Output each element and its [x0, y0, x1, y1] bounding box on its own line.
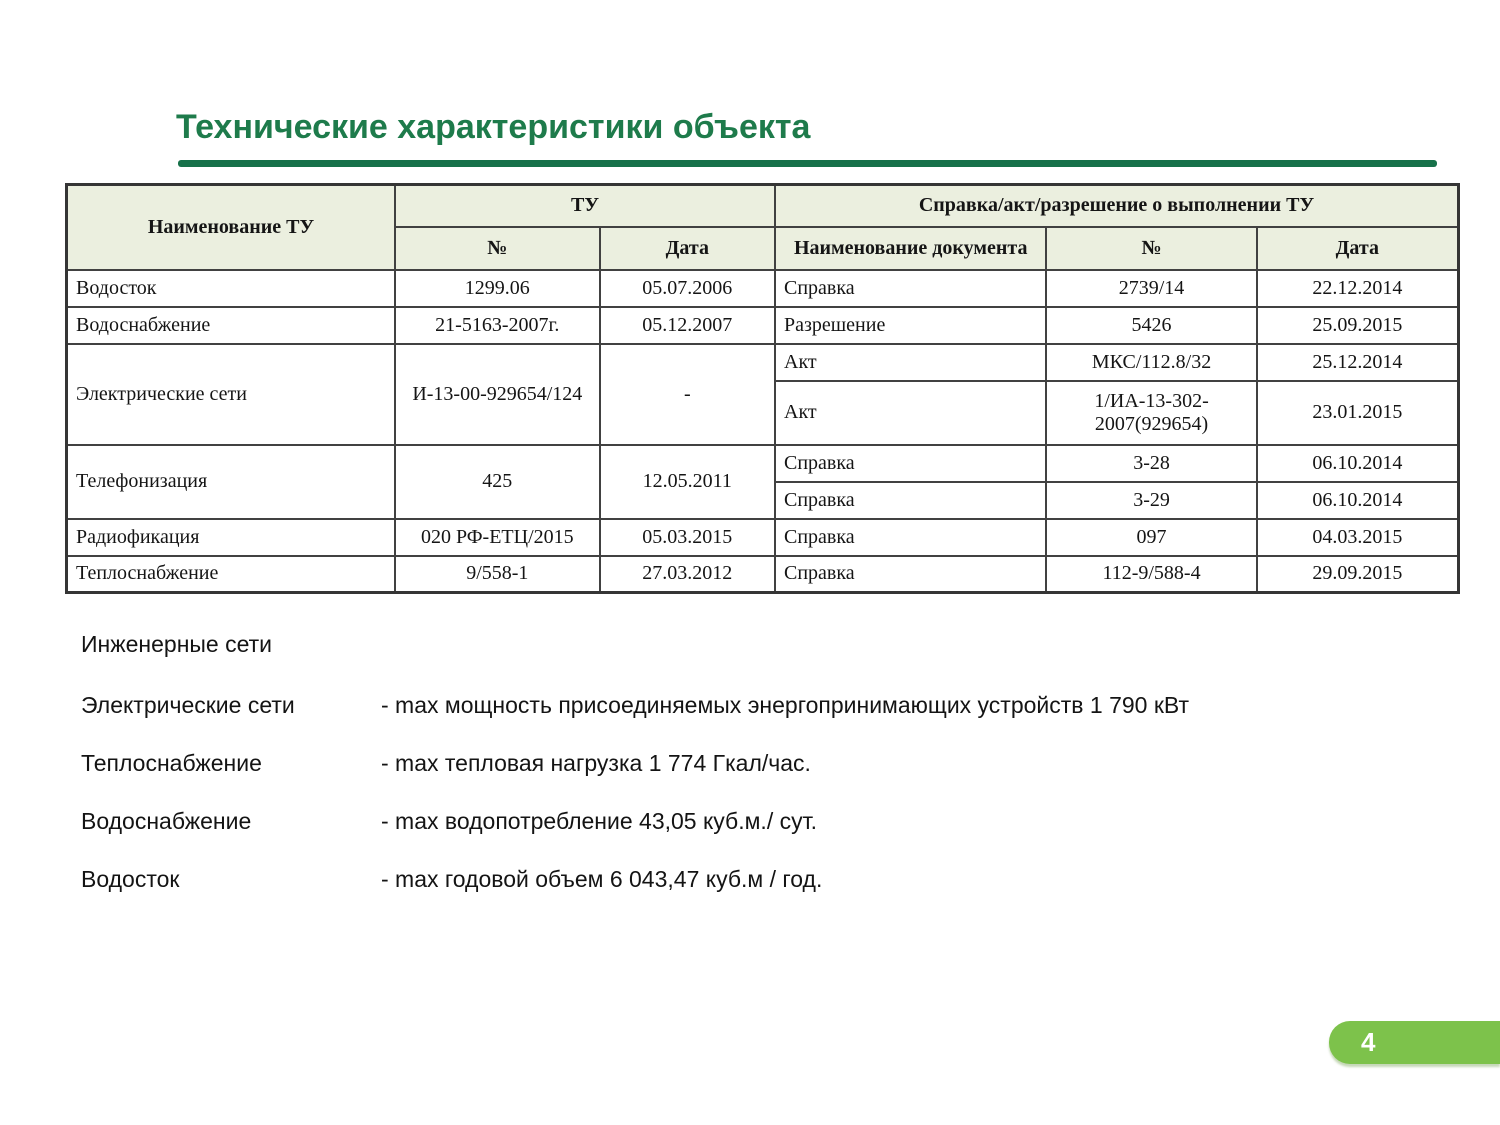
note-label: Водосток: [81, 866, 180, 892]
note-label: Электрические сети: [81, 692, 295, 718]
cell-tu-date: -: [600, 344, 775, 445]
cell-tu-name: Теплоснабжение: [67, 556, 396, 593]
cell-tu-number: 21-5163-2007г.: [395, 307, 600, 344]
cell-doc-name: Справка: [775, 445, 1046, 482]
cell-doc-name: Акт: [775, 381, 1046, 445]
title-underline: [178, 160, 1437, 167]
cell-doc-name: Справка: [775, 519, 1046, 556]
page-number: 4: [1361, 1027, 1376, 1057]
header-name-tu: Наименование ТУ: [67, 185, 396, 270]
note-description: - max водопотребление 43,05 куб.м./ сут.: [381, 808, 817, 834]
table-row: [67, 344, 1459, 381]
table-row: [67, 270, 1459, 307]
cell-tu-number: 425: [395, 445, 600, 519]
cell-tu-name: Радиофикация: [67, 519, 396, 556]
note-description: - max годовой объем 6 043,47 куб.м / год.: [381, 866, 823, 892]
cell-doc-name: Акт: [775, 344, 1046, 381]
header-tu-number: №: [395, 227, 600, 270]
cell-doc-name: Разрешение: [775, 307, 1046, 344]
note-label: Теплоснабжение: [81, 750, 262, 776]
header-doc-number: №: [1046, 227, 1256, 270]
cell-tu-name: Водоснабжение: [67, 307, 396, 344]
table-header-row-groups: [67, 185, 1459, 227]
cell-tu-date: 12.05.2011: [600, 445, 775, 519]
note-description: - max тепловая нагрузка 1 774 Гкал/час.: [381, 750, 811, 776]
tu-table: [65, 183, 1460, 594]
cell-tu-name: Водосток: [67, 270, 396, 307]
note-row: [81, 808, 1421, 835]
table-row: [67, 307, 1459, 344]
cell-doc-number: 5426: [1046, 307, 1256, 344]
cell-doc-date: 04.03.2015: [1257, 519, 1459, 556]
note-row: [81, 866, 1421, 893]
cell-doc-date: 06.10.2014: [1257, 482, 1459, 519]
cell-doc-date: 22.12.2014: [1257, 270, 1459, 307]
engineering-notes: [81, 631, 1421, 924]
header-doc-name: Наименование документа: [775, 227, 1046, 270]
table-row: [67, 556, 1459, 593]
cell-doc-number: 3-28: [1046, 445, 1256, 482]
cell-doc-name: Справка: [775, 482, 1046, 519]
cell-doc-date: 29.09.2015: [1257, 556, 1459, 593]
header-group-tu: ТУ: [395, 185, 775, 227]
cell-doc-number: 112-9/588-4: [1046, 556, 1256, 593]
cell-tu-name: Электрические сети: [67, 344, 396, 445]
page-number-badge: [1329, 1021, 1500, 1064]
tu-table-container: [65, 183, 1460, 594]
cell-tu-date: 27.03.2012: [600, 556, 775, 593]
note-row: [81, 692, 1421, 719]
cell-doc-date: 25.12.2014: [1257, 344, 1459, 381]
cell-doc-name: Справка: [775, 556, 1046, 593]
cell-tu-date: 05.07.2006: [600, 270, 775, 307]
cell-tu-number: И-13-00-929654/124: [395, 344, 600, 445]
cell-tu-number: 1299.06: [395, 270, 600, 307]
header-tu-date: Дата: [600, 227, 775, 270]
cell-doc-number: 2739/14: [1046, 270, 1256, 307]
cell-doc-name: Справка: [775, 270, 1046, 307]
note-label: Водоснабжение: [81, 808, 252, 834]
note-row: [81, 750, 1421, 777]
table-row: [67, 445, 1459, 482]
header-group-doc: Справка/акт/разрешение о выполнении ТУ: [775, 185, 1459, 227]
cell-tu-number: 9/558-1: [395, 556, 600, 593]
cell-doc-number: 1/ИА-13-302-2007(929654): [1046, 381, 1256, 445]
cell-tu-date: 05.12.2007: [600, 307, 775, 344]
note-description: - max мощность присоединяемых энергопринимающих устройств 1 790 кВт: [381, 692, 1190, 718]
cell-doc-date: 25.09.2015: [1257, 307, 1459, 344]
page-title: Технические характеристики объекта: [176, 107, 811, 146]
cell-doc-date: 23.01.2015: [1257, 381, 1459, 445]
cell-doc-number: 3-29: [1046, 482, 1256, 519]
cell-tu-name: Телефонизация: [67, 445, 396, 519]
table-row: [67, 519, 1459, 556]
cell-doc-date: 06.10.2014: [1257, 445, 1459, 482]
notes-heading: Инженерные сети: [81, 631, 273, 657]
cell-tu-number: 020 РФ-ЕТЦ/2015: [395, 519, 600, 556]
cell-doc-number: 097: [1046, 519, 1256, 556]
header-doc-date: Дата: [1257, 227, 1459, 270]
cell-doc-number: МКС/112.8/32: [1046, 344, 1256, 381]
cell-tu-date: 05.03.2015: [600, 519, 775, 556]
